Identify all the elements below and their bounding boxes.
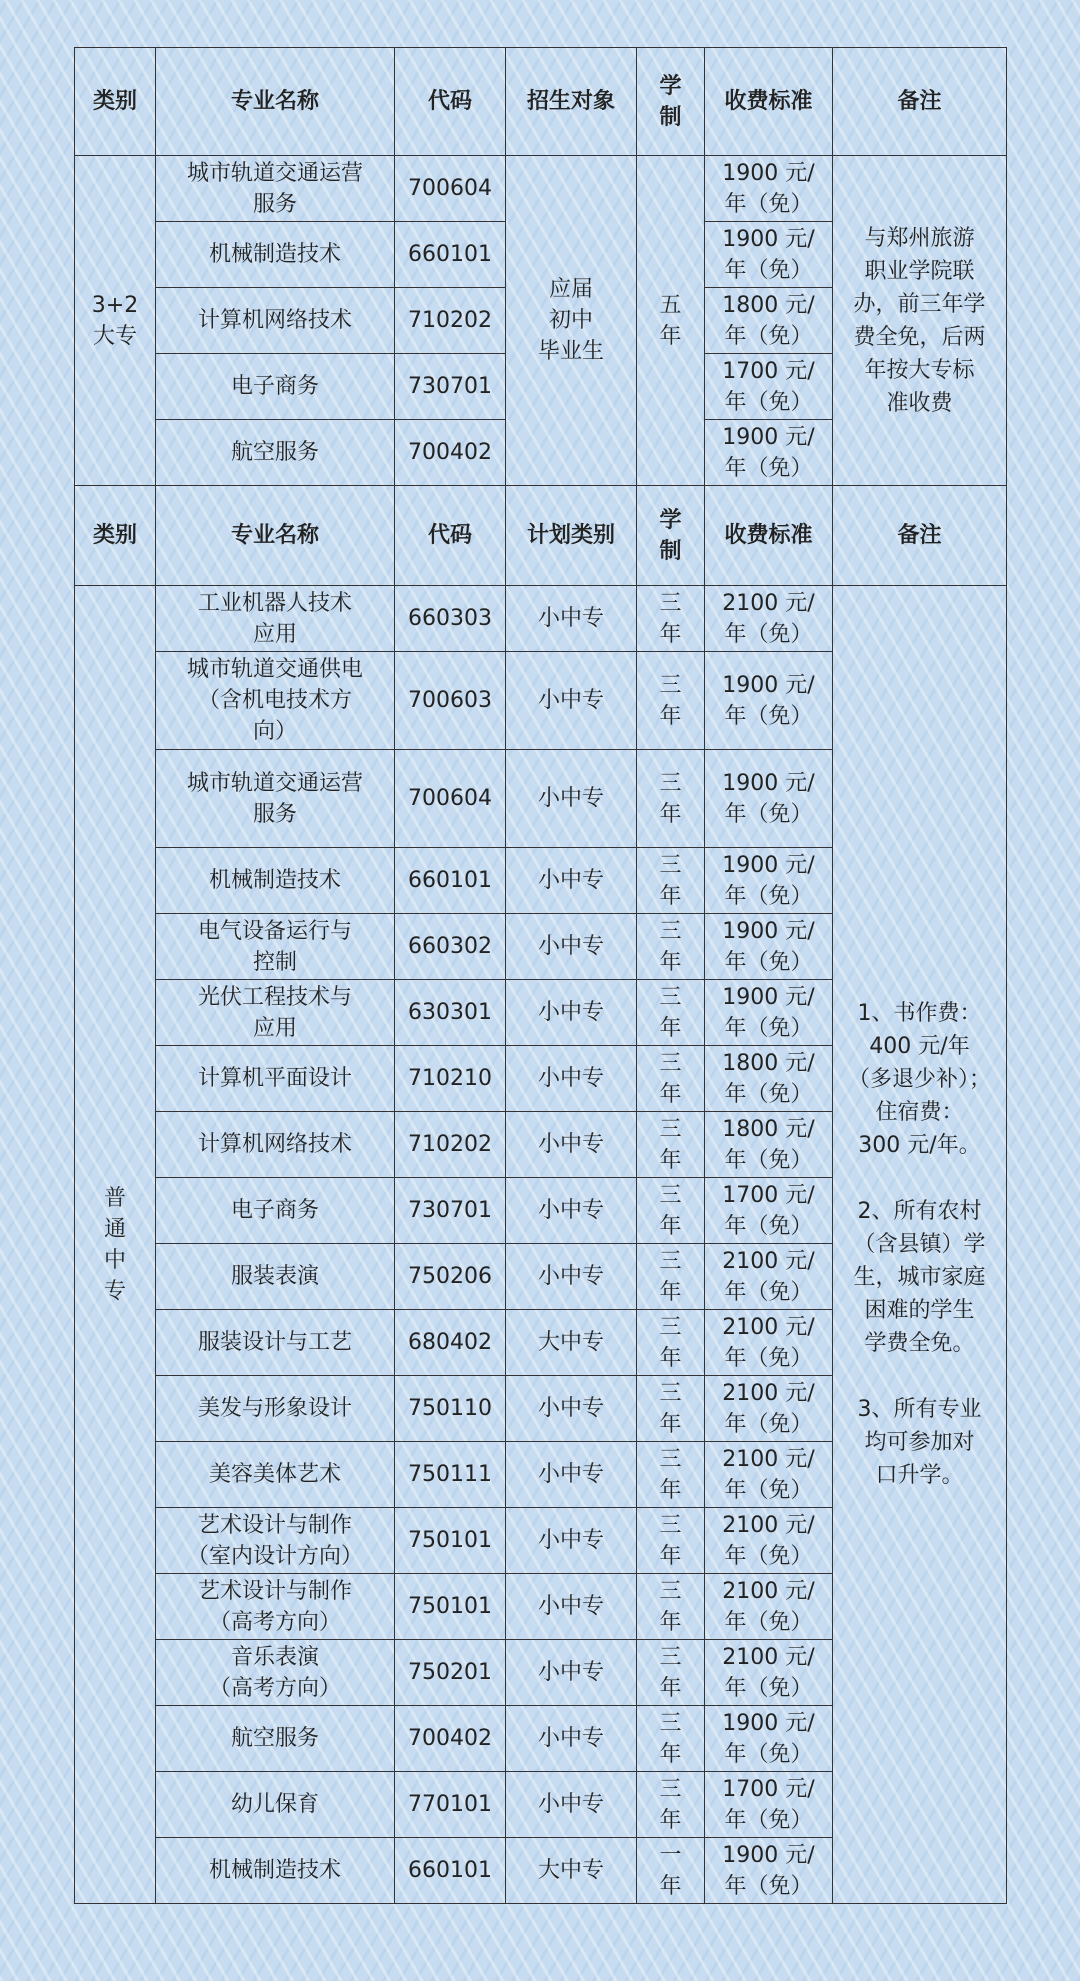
fee-cell: 2100 元/ 年（免）	[705, 1310, 833, 1376]
category-cell: 3+2 大专	[75, 156, 156, 486]
target-cell: 应届 初中 毕业生	[506, 156, 637, 486]
fee-cell: 1900 元/ 年（免）	[705, 156, 833, 222]
code-cell: 700402	[395, 420, 506, 486]
plan-type-cell: 小中专	[506, 1640, 637, 1706]
header-code: 代码	[395, 48, 506, 156]
years-cell: 三 年	[637, 1112, 705, 1178]
header-category: 类别	[75, 486, 156, 586]
plan-type-cell: 小中专	[506, 914, 637, 980]
fee-cell: 1800 元/ 年（免）	[705, 1112, 833, 1178]
plan-type-cell: 小中专	[506, 652, 637, 750]
plan-type-cell: 小中专	[506, 1112, 637, 1178]
major-name-cell: 机械制造技术	[156, 222, 395, 288]
note-cell	[833, 586, 1007, 1904]
code-cell: 700402	[395, 1706, 506, 1772]
plan-type-cell: 小中专	[506, 1508, 637, 1574]
major-name-cell: 美发与形象设计	[156, 1376, 395, 1442]
fee-cell: 1900 元/ 年（免）	[705, 980, 833, 1046]
fee-cell: 1900 元/ 年（免）	[705, 750, 833, 848]
major-name-cell: 城市轨道交通运营 服务	[156, 156, 395, 222]
major-name-cell: 美容美体艺术	[156, 1442, 395, 1508]
fee-cell: 2100 元/ 年（免）	[705, 1376, 833, 1442]
code-cell: 660303	[395, 586, 506, 652]
plan-type-cell: 小中专	[506, 1706, 637, 1772]
header-row-section-2	[75, 486, 1007, 586]
code-cell: 660302	[395, 914, 506, 980]
plan-type-cell: 小中专	[506, 1442, 637, 1508]
major-name-cell: 艺术设计与制作 （室内设计方向）	[156, 1508, 395, 1574]
major-name-cell: 机械制造技术	[156, 848, 395, 914]
fee-cell: 2100 元/ 年（免）	[705, 1442, 833, 1508]
plan-type-cell: 大中专	[506, 1838, 637, 1904]
years-cell: 三 年	[637, 1244, 705, 1310]
plan-type-cell: 小中专	[506, 750, 637, 848]
note-paragraph: 2、所有农村 （含县镇）学 生，城市家庭 困难的学生 学费全免。	[853, 1199, 986, 1356]
years-cell: 三 年	[637, 1046, 705, 1112]
fee-cell: 1900 元/ 年（免）	[705, 420, 833, 486]
code-cell: 660101	[395, 1838, 506, 1904]
years-cell: 三 年	[637, 1178, 705, 1244]
header-fee: 收费标准	[705, 48, 833, 156]
years-cell: 三 年	[637, 1508, 705, 1574]
major-name-cell: 机械制造技术	[156, 1838, 395, 1904]
fee-cell: 1700 元/ 年（免）	[705, 1178, 833, 1244]
major-name-cell: 工业机器人技术 应用	[156, 586, 395, 652]
major-name-cell: 服装表演	[156, 1244, 395, 1310]
code-cell: 750110	[395, 1376, 506, 1442]
category-cell: 普 通 中 专	[75, 586, 156, 1904]
fee-cell: 1700 元/ 年（免）	[705, 1772, 833, 1838]
fee-cell: 2100 元/ 年（免）	[705, 1640, 833, 1706]
enrollment-fee-table	[74, 47, 1007, 1904]
fee-cell: 2100 元/ 年（免）	[705, 1574, 833, 1640]
code-cell: 700604	[395, 156, 506, 222]
code-cell: 660101	[395, 222, 506, 288]
code-cell: 700603	[395, 652, 506, 750]
major-name-cell: 计算机网络技术	[156, 288, 395, 354]
header-code: 代码	[395, 486, 506, 586]
years-cell: 三 年	[637, 1772, 705, 1838]
header-fee: 收费标准	[705, 486, 833, 586]
plan-type-cell: 小中专	[506, 1772, 637, 1838]
fee-cell: 1900 元/ 年（免）	[705, 652, 833, 750]
table-body	[75, 48, 1007, 1904]
header-major: 专业名称	[156, 48, 395, 156]
table-row	[75, 586, 1007, 652]
fee-cell: 1900 元/ 年（免）	[705, 848, 833, 914]
fee-cell: 2100 元/ 年（免）	[705, 1508, 833, 1574]
fee-cell: 1900 元/ 年（免）	[705, 222, 833, 288]
years-cell: 三 年	[637, 1574, 705, 1640]
table-row	[75, 156, 1007, 222]
code-cell: 700604	[395, 750, 506, 848]
header-note: 备注	[833, 48, 1007, 156]
plan-type-cell: 小中专	[506, 980, 637, 1046]
header-years: 学 制	[637, 48, 705, 156]
code-cell: 730701	[395, 1178, 506, 1244]
fee-table-container	[74, 47, 1007, 1904]
years-cell: 三 年	[637, 1706, 705, 1772]
years-cell: 三 年	[637, 586, 705, 652]
header-category: 类别	[75, 48, 156, 156]
header-target: 招生对象	[506, 48, 637, 156]
years-cell: 三 年	[637, 980, 705, 1046]
code-cell: 750201	[395, 1640, 506, 1706]
major-name-cell: 电气设备运行与 控制	[156, 914, 395, 980]
code-cell: 630301	[395, 980, 506, 1046]
header-major: 专业名称	[156, 486, 395, 586]
years-cell: 一 年	[637, 1838, 705, 1904]
major-name-cell: 光伏工程技术与 应用	[156, 980, 395, 1046]
fee-cell: 2100 元/ 年（免）	[705, 1244, 833, 1310]
fee-cell: 1900 元/ 年（免）	[705, 1838, 833, 1904]
major-name-cell: 电子商务	[156, 354, 395, 420]
major-name-cell: 艺术设计与制作 （高考方向）	[156, 1574, 395, 1640]
years-cell: 五 年	[637, 156, 705, 486]
header-row-section-1	[75, 48, 1007, 156]
code-cell: 750101	[395, 1508, 506, 1574]
years-cell: 三 年	[637, 1442, 705, 1508]
plan-type-cell: 小中专	[506, 586, 637, 652]
fee-cell: 1800 元/ 年（免）	[705, 1046, 833, 1112]
major-name-cell: 航空服务	[156, 1706, 395, 1772]
years-cell: 三 年	[637, 1310, 705, 1376]
years-cell: 三 年	[637, 1376, 705, 1442]
code-cell: 660101	[395, 848, 506, 914]
major-name-cell: 城市轨道交通供电 （含机电技术方 向）	[156, 652, 395, 750]
years-cell: 三 年	[637, 1640, 705, 1706]
major-name-cell: 城市轨道交通运营 服务	[156, 750, 395, 848]
code-cell: 750111	[395, 1442, 506, 1508]
major-name-cell: 计算机网络技术	[156, 1112, 395, 1178]
note-cell: 与郑州旅游 职业学院联 办，前三年学 费全免，后两 年按大专标 准收费	[833, 156, 1007, 486]
fee-cell: 1800 元/ 年（免）	[705, 288, 833, 354]
code-cell: 750206	[395, 1244, 506, 1310]
years-cell: 三 年	[637, 848, 705, 914]
code-cell: 710202	[395, 1112, 506, 1178]
plan-type-cell: 小中专	[506, 1244, 637, 1310]
code-cell: 710202	[395, 288, 506, 354]
fee-cell: 2100 元/ 年（免）	[705, 586, 833, 652]
major-name-cell: 电子商务	[156, 1178, 395, 1244]
note-paragraph: 3、所有专业 均可参加对 口升学。	[857, 1397, 982, 1488]
code-cell: 710210	[395, 1046, 506, 1112]
code-cell: 770101	[395, 1772, 506, 1838]
plan-type-cell: 小中专	[506, 1178, 637, 1244]
plan-type-cell: 大中专	[506, 1310, 637, 1376]
major-name-cell: 幼儿保育	[156, 1772, 395, 1838]
major-name-cell: 航空服务	[156, 420, 395, 486]
plan-type-cell: 小中专	[506, 848, 637, 914]
header-note: 备注	[833, 486, 1007, 586]
major-name-cell: 计算机平面设计	[156, 1046, 395, 1112]
fee-cell: 1900 元/ 年（免）	[705, 1706, 833, 1772]
fee-cell: 1700 元/ 年（免）	[705, 354, 833, 420]
major-name-cell: 音乐表演 （高考方向）	[156, 1640, 395, 1706]
plan-type-cell: 小中专	[506, 1046, 637, 1112]
plan-type-cell: 小中专	[506, 1376, 637, 1442]
plan-type-cell: 小中专	[506, 1574, 637, 1640]
code-cell: 680402	[395, 1310, 506, 1376]
code-cell: 750101	[395, 1574, 506, 1640]
years-cell: 三 年	[637, 652, 705, 750]
header-plan-type: 计划类别	[506, 486, 637, 586]
note-paragraph: 1、书作费： 400 元/年 （多退少补）； 住宿费： 300 元/年。	[847, 1001, 991, 1158]
years-cell: 三 年	[637, 914, 705, 980]
years-cell: 三 年	[637, 750, 705, 848]
code-cell: 730701	[395, 354, 506, 420]
header-years: 学 制	[637, 486, 705, 586]
fee-cell: 1900 元/ 年（免）	[705, 914, 833, 980]
major-name-cell: 服装设计与工艺	[156, 1310, 395, 1376]
